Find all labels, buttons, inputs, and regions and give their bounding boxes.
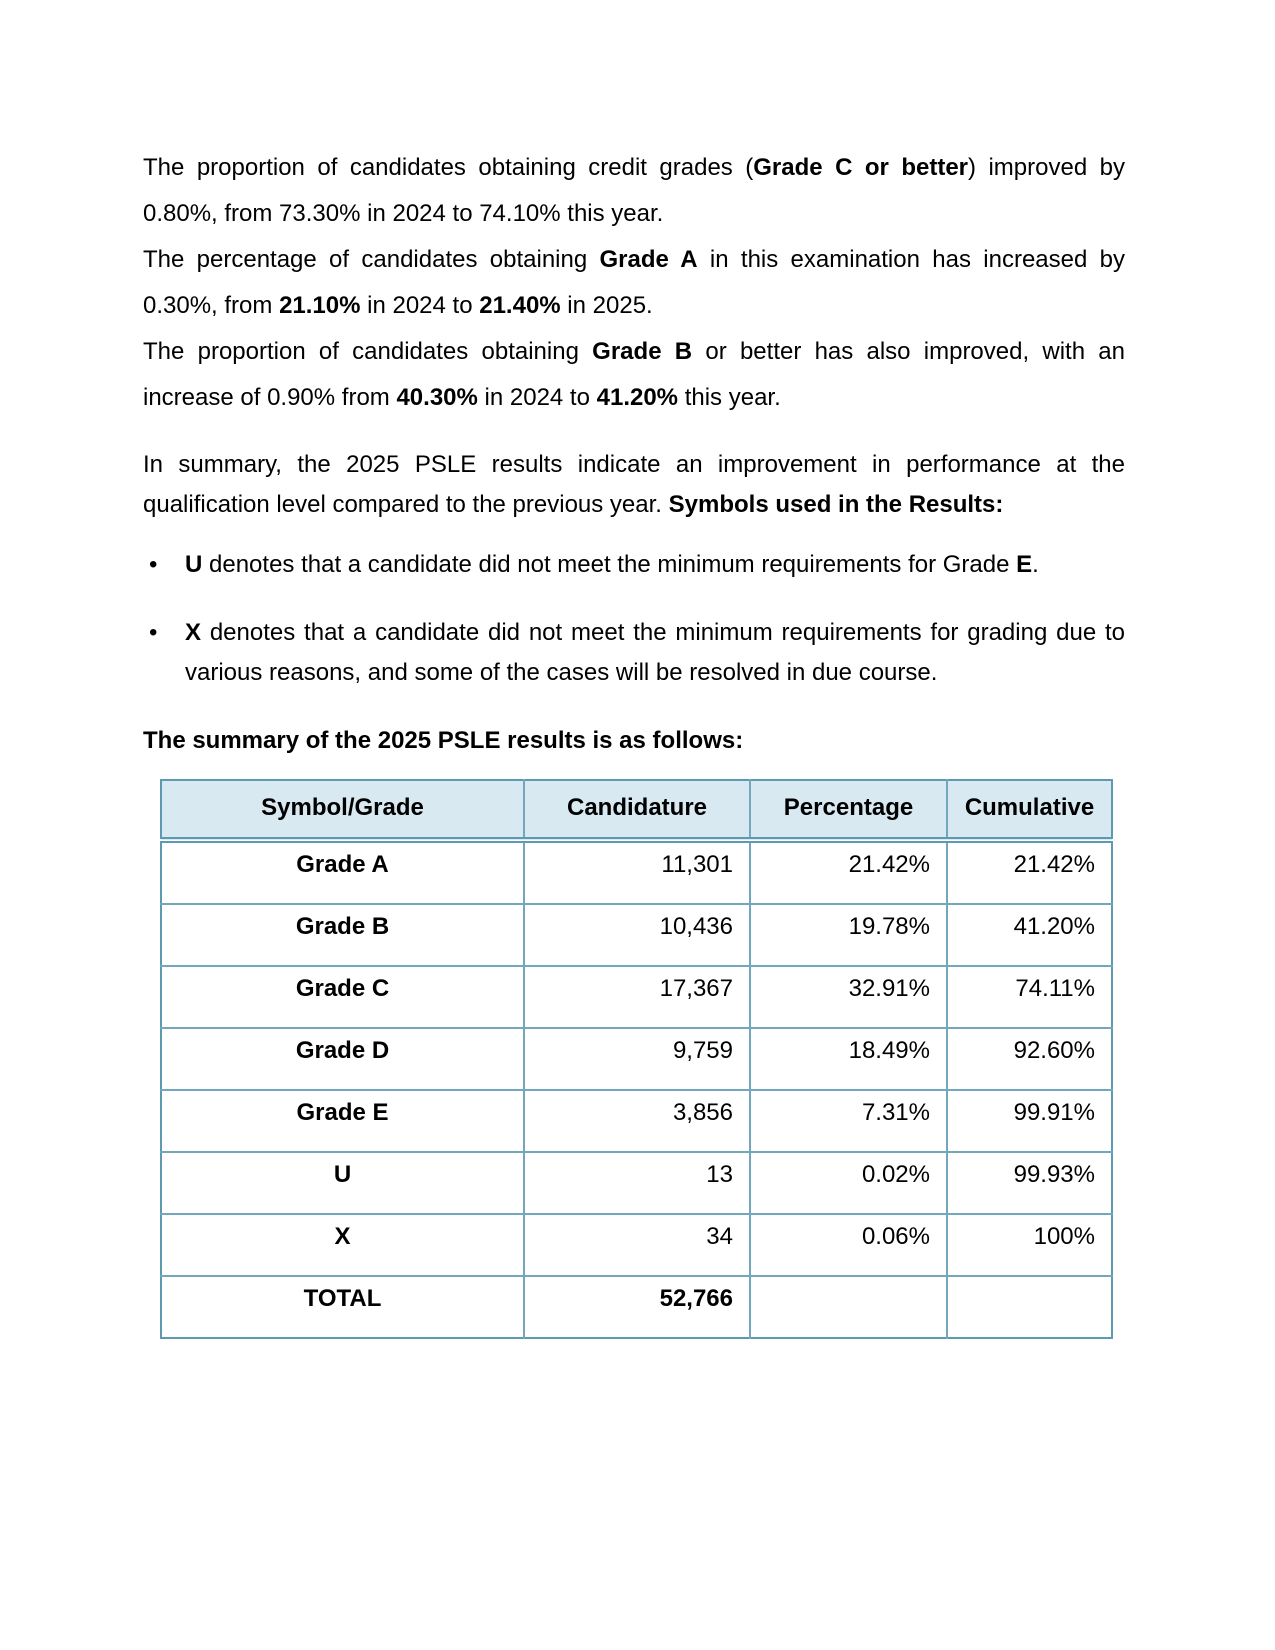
cell-percentage: 32.91% <box>750 966 947 1028</box>
text-run: The proportion of candidates obtaining credit grades ( <box>143 154 754 181</box>
bold-text-run: E <box>1016 551 1033 578</box>
table-row-u <box>161 1152 1112 1214</box>
results-table-body <box>161 840 1112 1338</box>
para-summary <box>143 445 1125 525</box>
text-run: denotes that a candidate did not meet the minimum requirements for grading due to various reasons, and some of the cases will be resolved in due course. <box>185 619 1125 686</box>
cell-cumulative: 41.20% <box>947 904 1112 966</box>
text-run: ) improved by 0.80%, from 73.30% in 2024 to 74.10% this year. <box>143 154 1125 227</box>
cell-cumulative: 74.11% <box>947 966 1112 1028</box>
para-credit-grades <box>143 145 1125 237</box>
column-header-candidature: Candidature <box>524 780 750 840</box>
bold-text-run: U <box>185 551 203 578</box>
text-run: The percentage of candidates obtaining <box>143 246 600 273</box>
bullet-symbol-x <box>143 613 1125 693</box>
column-header-cumulative: Cumulative <box>947 780 1112 840</box>
cell-candidature: 17,367 <box>524 966 750 1028</box>
table-row-total <box>161 1276 1112 1338</box>
bold-text-run: X <box>185 619 202 646</box>
bold-text-run: 21.40% <box>479 292 561 319</box>
cell-cumulative <box>947 1276 1112 1338</box>
text-run: in 2024 to <box>477 384 597 411</box>
text-run: The proportion of candidates obtaining <box>143 338 593 365</box>
cell-cumulative: 21.42% <box>947 840 1112 904</box>
cell-percentage: 7.31% <box>750 1090 947 1152</box>
text-run: denotes that a candidate did not meet the minimum requirements for Grade <box>202 551 1017 578</box>
cell-percentage: 0.02% <box>750 1152 947 1214</box>
table-row-grade-e <box>161 1090 1112 1152</box>
cell-cumulative: 99.93% <box>947 1152 1112 1214</box>
bold-text-run: Grade C or better <box>753 154 969 181</box>
bold-text-run: 21.10% <box>279 292 361 319</box>
cell-candidature: 52,766 <box>524 1276 750 1338</box>
cell-grade: Grade D <box>161 1028 524 1090</box>
text-run: or better has also improved, with an increase of 0.90% from <box>143 338 1126 411</box>
bullet-symbol-u <box>143 545 1125 585</box>
cell-cumulative: 99.91% <box>947 1090 1112 1152</box>
table-row-x <box>161 1214 1112 1276</box>
column-header-percentage: Percentage <box>750 780 947 840</box>
cell-candidature: 11,301 <box>524 840 750 904</box>
table-row-grade-a <box>161 840 1112 904</box>
text-run: in 2024 to <box>360 292 480 319</box>
table-row-grade-b <box>161 904 1112 966</box>
text-run: this year. <box>678 384 781 411</box>
cell-percentage: 19.78% <box>750 904 947 966</box>
cell-cumulative: 100% <box>947 1214 1112 1276</box>
cell-candidature: 34 <box>524 1214 750 1276</box>
bold-text-run: Grade B <box>592 338 693 365</box>
bullet-icon: • <box>149 619 158 646</box>
cell-grade: Grade C <box>161 966 524 1028</box>
cell-percentage: 21.42% <box>750 840 947 904</box>
text-run: In summary, the 2025 PSLE results indicate an improvement in performance at the qualification level compared to the previous year. <box>143 451 1125 518</box>
cell-candidature: 13 <box>524 1152 750 1214</box>
cell-grade: Grade E <box>161 1090 524 1152</box>
text-run: in 2025. <box>560 292 653 319</box>
bold-text-run: 40.30% <box>396 384 478 411</box>
para-grade-b <box>143 329 1125 421</box>
symbols-list <box>143 545 1125 693</box>
results-table-header-row <box>161 780 1112 840</box>
cell-grade: TOTAL <box>161 1276 524 1338</box>
bold-text-run: 41.20% <box>596 384 679 411</box>
cell-candidature: 10,436 <box>524 904 750 966</box>
results-table <box>160 779 1113 1339</box>
cell-percentage: 0.06% <box>750 1214 947 1276</box>
column-header-symbol-grade: Symbol/Grade <box>161 780 524 840</box>
cell-candidature: 9,759 <box>524 1028 750 1090</box>
para-grade-a <box>143 237 1125 329</box>
cell-grade: Grade B <box>161 904 524 966</box>
bold-text-run: Grade A <box>599 246 698 273</box>
table-row-grade-d <box>161 1028 1112 1090</box>
cell-grade: X <box>161 1214 524 1276</box>
text-run: in this examination has increased by 0.30%, from <box>143 246 1125 319</box>
text-run: . <box>1032 551 1039 578</box>
cell-grade: U <box>161 1152 524 1214</box>
table-row-grade-c <box>161 966 1112 1028</box>
paragraphs <box>143 145 1125 525</box>
cell-candidature: 3,856 <box>524 1090 750 1152</box>
cell-grade: Grade A <box>161 840 524 904</box>
bold-text-run: Symbols used in the Results: <box>668 491 1004 518</box>
cell-cumulative: 92.60% <box>947 1028 1112 1090</box>
cell-percentage: 18.49% <box>750 1028 947 1090</box>
cell-percentage <box>750 1276 947 1338</box>
bullet-icon: • <box>149 551 158 578</box>
table-heading: The summary of the 2025 PSLE results is as follows: <box>143 727 744 754</box>
